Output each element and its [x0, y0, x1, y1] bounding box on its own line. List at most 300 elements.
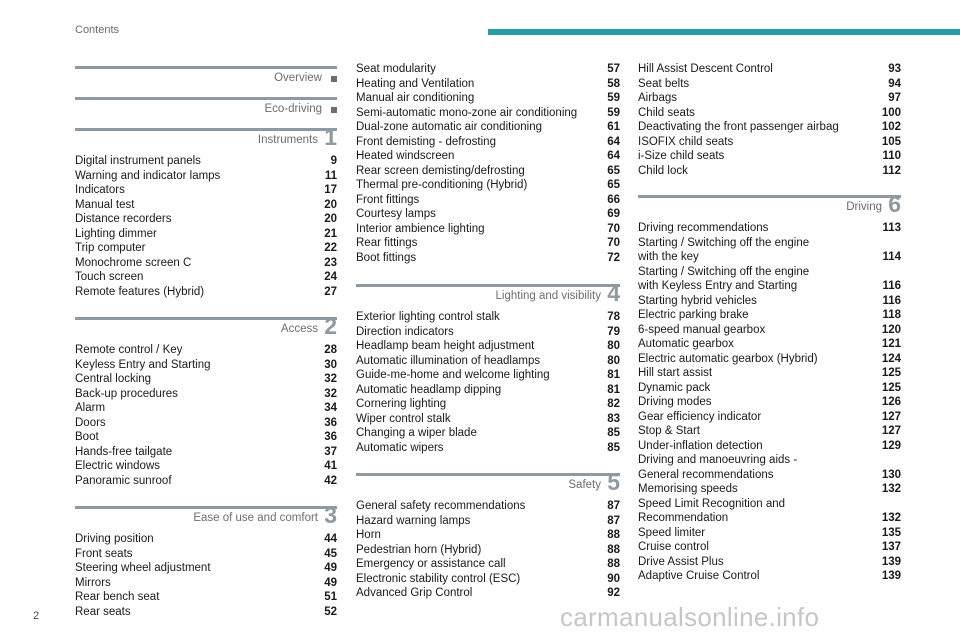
toc-entry-label: Horn: [356, 529, 381, 541]
toc-entry-label: Deactivating the front passenger airbag: [638, 121, 839, 133]
toc-entry[interactable]: [75, 401, 337, 416]
toc-entry-page: 69: [607, 208, 620, 220]
toc-entry[interactable]: [75, 547, 337, 562]
section-rule: [638, 195, 901, 198]
toc-entry-label: Adaptive Cruise Control: [638, 570, 760, 582]
toc-entry-page: 85: [607, 441, 620, 454]
toc-entry-label: Heating and Ventilation: [356, 77, 475, 90]
toc-entry[interactable]: [75, 474, 337, 489]
toc-entry[interactable]: [638, 120, 901, 135]
header-accent-bar: [488, 29, 960, 35]
section-title[interactable]: Driving: [846, 201, 882, 213]
toc-entry[interactable]: [356, 251, 620, 266]
toc-entry-label: Automatic gearbox: [638, 338, 734, 350]
toc-entry[interactable]: [75, 576, 337, 591]
toc-entry-label: Seat belts: [638, 77, 690, 90]
toc-entry-label: Airbags: [638, 92, 677, 104]
toc-entry[interactable]: [356, 91, 620, 106]
toc-entry-list: [356, 499, 620, 601]
toc-entry-page: 113: [882, 222, 901, 234]
toc-entry[interactable]: [75, 285, 337, 300]
toc-entry-page: 66: [607, 193, 620, 206]
toc-entry[interactable]: [75, 198, 337, 213]
section-square-marker-icon: [331, 107, 337, 113]
section-heading: [356, 280, 620, 306]
toc-section: [356, 62, 620, 265]
section-title[interactable]: Safety: [568, 479, 601, 491]
toc-entry-label: Heated windscreen: [356, 150, 455, 162]
toc-entry-label: Digital instrument panels: [75, 155, 201, 167]
toc-entry-label: Stop & Start: [638, 425, 701, 437]
toc-entry-label: Distance recorders: [75, 213, 172, 225]
toc-entry-page: 27: [324, 285, 337, 298]
toc-entry-label: Driving position: [75, 533, 154, 545]
section-heading: [75, 93, 337, 115]
toc-entry-page: 110: [882, 150, 901, 162]
section-title[interactable]: Instruments: [257, 134, 318, 146]
section-rule: [75, 506, 337, 509]
section-number: 6: [888, 191, 901, 217]
toc-entry-label: Central locking: [75, 373, 152, 385]
toc-entry[interactable]: [638, 323, 901, 338]
toc-entry-label: Automatic headlamp dipping: [356, 383, 502, 396]
toc-entry-label: Guide-me-home and welcome lighting: [356, 369, 550, 381]
section-rule: [356, 284, 620, 287]
toc-entry[interactable]: [638, 77, 901, 92]
toc-entry[interactable]: [356, 222, 620, 237]
toc-entry[interactable]: [356, 236, 620, 251]
page-header-title: Contents: [75, 24, 120, 36]
toc-entry-page: 42: [324, 474, 337, 487]
toc-entry[interactable]: [356, 325, 620, 340]
section-title[interactable]: Eco-driving: [264, 103, 322, 115]
toc-entry-page: 45: [324, 547, 337, 560]
toc-entry-label: i-Size child seats: [638, 150, 725, 162]
toc-entry-label: Indicators: [75, 184, 125, 196]
toc-section: [75, 93, 337, 115]
toc-entry-page: 127: [881, 410, 901, 423]
toc-section: [356, 469, 620, 601]
toc-entry-label: Cruise control: [638, 541, 709, 553]
toc-entry-page: 61: [607, 121, 620, 133]
toc-entry-page: 124: [881, 352, 901, 365]
section-rule: [75, 97, 337, 100]
toc-entry[interactable]: [75, 169, 337, 184]
section-number: 5: [607, 469, 620, 495]
toc-entry-label: Child seats: [638, 106, 695, 119]
toc-entry[interactable]: [75, 358, 337, 373]
toc-entry-label: Lighting dimmer: [75, 227, 157, 240]
toc-entry-label: Interior ambience lighting: [356, 222, 485, 235]
toc-entry[interactable]: [356, 514, 620, 529]
toc-entry-page: 34: [324, 402, 337, 414]
toc-entry-label: 6-speed manual gearbox: [638, 323, 766, 336]
section-rule: [75, 128, 337, 131]
toc-column-3: [638, 62, 901, 584]
toc-entry[interactable]: [356, 339, 620, 354]
toc-entry-label: General safety recommendations: [356, 500, 526, 512]
section-number: 3: [324, 502, 337, 528]
section-title[interactable]: Overview: [274, 72, 322, 84]
toc-entry[interactable]: [356, 178, 620, 193]
toc-entry-page: 105: [881, 135, 901, 148]
toc-entry[interactable]: [356, 528, 620, 543]
toc-entry-page: 21: [324, 227, 337, 240]
toc-entry-page: 79: [607, 325, 620, 338]
toc-section: [75, 502, 337, 619]
toc-entry-label: Mirrors: [75, 576, 111, 589]
toc-entry[interactable]: [638, 526, 901, 541]
toc-entry-page: 20: [324, 213, 337, 225]
toc-entry-label: Driving and manoeuvring aids - General recommendations: [638, 454, 798, 481]
toc-entry-page: 70: [607, 237, 620, 249]
toc-entry[interactable]: [75, 256, 337, 271]
toc-entry[interactable]: [638, 381, 901, 396]
toc-entry[interactable]: [356, 149, 620, 164]
toc-entry-label: Child lock: [638, 164, 688, 177]
toc-entry-label: Electronic stability control (ESC): [356, 572, 521, 585]
toc-entry[interactable]: [638, 482, 901, 497]
toc-entry[interactable]: [75, 183, 337, 198]
toc-entry[interactable]: [356, 310, 620, 325]
toc-entry[interactable]: [356, 207, 620, 222]
toc-entry[interactable]: [75, 372, 337, 387]
toc-entry-label: Keyless Entry and Starting: [75, 358, 211, 371]
toc-entry-label: Pedestrian horn (Hybrid): [356, 543, 482, 556]
toc-entry-label: Thermal pre-conditioning (Hybrid): [356, 179, 528, 191]
toc-entry-page: 126: [881, 396, 901, 408]
toc-entry-label: Emergency or assistance call: [356, 558, 506, 570]
toc-entry-page: 36: [324, 416, 337, 429]
toc-entry-page: 17: [324, 184, 337, 196]
toc-entry-label: Doors: [75, 416, 106, 429]
toc-entry-page: 132: [881, 512, 901, 524]
toc-entry[interactable]: [356, 499, 620, 514]
toc-entry-page: 51: [324, 591, 337, 603]
toc-entry[interactable]: [638, 62, 901, 77]
toc-entry-page: 88: [607, 529, 620, 541]
section-heading: [75, 313, 337, 339]
toc-section: [75, 62, 337, 84]
toc-entry-page: 65: [607, 164, 620, 177]
toc-entry-page: 65: [607, 179, 620, 191]
toc-entry[interactable]: [75, 154, 337, 169]
toc-entry-page: 130: [881, 468, 901, 481]
toc-entry-page: 37: [324, 445, 337, 458]
toc-entry[interactable]: [356, 586, 620, 601]
toc-entry[interactable]: [638, 106, 901, 121]
toc-entry-list: [356, 310, 620, 455]
toc-entry-label: Back-up procedures: [75, 387, 178, 400]
toc-entry[interactable]: [75, 605, 337, 620]
toc-column-1: [75, 62, 337, 619]
toc-entry-label: Remote features (Hybrid): [75, 285, 205, 298]
toc-entry-label: Semi-automatic mono-zone air conditioning: [356, 106, 578, 119]
toc-entry-page: 102: [881, 121, 901, 133]
toc-entry-list: [638, 62, 901, 178]
toc-entry-label: Rear screen demisting/defrosting: [356, 164, 525, 177]
toc-entry-page: 125: [881, 381, 901, 394]
toc-entry[interactable]: [75, 430, 337, 445]
toc-entry-list: [75, 532, 337, 619]
toc-entry[interactable]: [638, 439, 901, 454]
toc-entry-page: 94: [888, 77, 901, 90]
toc-entry-page: 41: [324, 460, 337, 472]
toc-entry-page: 20: [324, 198, 337, 211]
toc-entry-label: Rear seats: [75, 605, 131, 618]
toc-entry-label: Warning and indicator lamps: [75, 169, 221, 182]
section-rule: [356, 473, 620, 476]
toc-entry[interactable]: [356, 77, 620, 92]
toc-entry[interactable]: [356, 62, 620, 77]
toc-entry[interactable]: [356, 412, 620, 427]
toc-entry-label: Dual-zone automatic air conditioning: [356, 121, 543, 133]
toc-entry-label: Hands-free tailgate: [75, 445, 173, 458]
toc-entry-page: 59: [607, 92, 620, 104]
toc-entry-page: 30: [324, 358, 337, 371]
toc-section: [75, 124, 337, 299]
toc-entry[interactable]: [356, 368, 620, 383]
toc-entry[interactable]: [638, 91, 901, 106]
toc-entry[interactable]: [75, 445, 337, 460]
toc-entry-page: 36: [324, 431, 337, 443]
section-heading: [75, 124, 337, 150]
toc-entry-page: 49: [324, 576, 337, 589]
toc-entry-page: 114: [882, 251, 901, 263]
toc-entry-page: 125: [881, 367, 901, 379]
toc-entry[interactable]: [75, 532, 337, 547]
toc-entry[interactable]: [638, 540, 901, 555]
toc-entry-label: Courtesy lamps: [356, 208, 436, 220]
toc-entry[interactable]: [638, 265, 901, 294]
toc-entry[interactable]: [638, 236, 901, 265]
toc-entry-page: 120: [881, 323, 901, 336]
toc-entry-page: 32: [324, 387, 337, 400]
toc-entry-page: 139: [881, 570, 901, 582]
toc-entry-label: Hill Assist Descent Control: [638, 63, 773, 75]
toc-entry-label: Remote control / Key: [75, 344, 183, 356]
toc-entry-label: Automatic wipers: [356, 441, 444, 454]
section-number: 4: [607, 280, 620, 306]
toc-entry[interactable]: [75, 459, 337, 474]
toc-entry-page: 64: [607, 150, 620, 162]
toc-entry-page: 87: [607, 500, 620, 512]
toc-entry-page: 32: [324, 373, 337, 385]
toc-entry[interactable]: [356, 106, 620, 121]
toc-section: [75, 313, 337, 488]
section-heading: [638, 191, 901, 217]
toc-entry-list: [638, 221, 901, 584]
section-square-marker-icon: [331, 76, 337, 82]
toc-entry-label: Rear bench seat: [75, 591, 160, 603]
toc-entry-label: Headlamp beam height adjustment: [356, 340, 535, 352]
toc-entry-page: 88: [607, 543, 620, 556]
toc-entry-page: 92: [607, 587, 620, 599]
toc-entry-page: 24: [324, 271, 337, 283]
section-title[interactable]: Access: [280, 323, 318, 335]
toc-entry[interactable]: [356, 572, 620, 587]
toc-entry-label: Manual test: [75, 198, 135, 211]
toc-entry-label: Electric parking brake: [638, 309, 749, 321]
toc-entry-label: Driving recommendations: [638, 222, 769, 234]
toc-entry-label: Wiper control stalk: [356, 412, 451, 425]
toc-entry-label: Hazard warning lamps: [356, 514, 471, 527]
toc-entry[interactable]: [638, 164, 901, 179]
toc-entry[interactable]: [356, 383, 620, 398]
toc-entry-label: Advanced Grip Control: [356, 587, 473, 599]
toc-entry-page: 11: [324, 169, 337, 182]
toc-entry[interactable]: [638, 221, 901, 236]
section-number: 2: [324, 313, 337, 339]
toc-entry-page: 127: [881, 425, 901, 437]
toc-entry-label: Rear fittings: [356, 237, 418, 249]
toc-entry[interactable]: [638, 453, 901, 482]
toc-entry-page: 116: [882, 280, 901, 292]
toc-entry[interactable]: [75, 227, 337, 242]
toc-section: [638, 62, 901, 178]
toc-entry-page: 82: [607, 398, 620, 410]
toc-entry-page: 85: [607, 427, 620, 439]
toc-entry[interactable]: [75, 343, 337, 358]
toc-entry[interactable]: [356, 557, 620, 572]
toc-entry-page: 81: [607, 383, 620, 396]
toc-entry[interactable]: [638, 135, 901, 150]
toc-entry-page: 28: [324, 344, 337, 356]
toc-entry-label: Electric windows: [75, 460, 160, 472]
toc-entry-page: 22: [324, 242, 337, 254]
toc-entry-label: Speed Limit Recognition and Recommendation: [638, 497, 786, 524]
toc-entry-page: 57: [607, 63, 620, 75]
toc-entry[interactable]: [75, 212, 337, 227]
section-rule: [75, 66, 337, 69]
toc-entry[interactable]: [75, 387, 337, 402]
toc-entry-page: 97: [888, 92, 901, 104]
toc-entry-page: 100: [881, 106, 901, 119]
toc-entry-label: Dynamic pack: [638, 381, 711, 394]
toc-entry[interactable]: [75, 416, 337, 431]
toc-entry-page: 93: [888, 63, 901, 75]
toc-entry-page: 80: [607, 340, 620, 352]
toc-entry-page: 118: [882, 309, 901, 321]
toc-entry-page: 87: [607, 514, 620, 527]
toc-entry-page: 9: [330, 155, 337, 167]
section-title[interactable]: Ease of use and comfort: [193, 512, 318, 524]
toc-entry-label: Changing a wiper blade: [356, 427, 477, 439]
toc-entry-page: 58: [607, 77, 620, 90]
section-rule: [75, 317, 337, 320]
toc-entry[interactable]: [638, 569, 901, 584]
toc-entry-label: Cornering lighting: [356, 398, 447, 410]
toc-section: [356, 280, 620, 455]
section-number: 1: [324, 124, 337, 150]
page-number: 2: [33, 610, 40, 622]
toc-entry-label: Drive Assist Plus: [638, 555, 724, 568]
toc-entry-page: 90: [607, 572, 620, 585]
toc-entry-list: [75, 154, 337, 299]
toc-entry[interactable]: [638, 352, 901, 367]
toc-entry-label: Driving modes: [638, 396, 712, 408]
toc-entry-label: Steering wheel adjustment: [75, 562, 211, 574]
toc-entry[interactable]: [638, 555, 901, 570]
toc-entry[interactable]: [356, 397, 620, 412]
toc-entry[interactable]: [75, 590, 337, 605]
toc-entry-page: 139: [881, 555, 901, 568]
toc-entry[interactable]: [356, 135, 620, 150]
section-heading: [356, 469, 620, 495]
toc-entry-label: ISOFIX child seats: [638, 135, 734, 148]
toc-entry-page: 44: [324, 533, 337, 545]
toc-entry-label: Alarm: [75, 402, 106, 414]
toc-entry-page: 78: [607, 311, 620, 323]
toc-entry-page: 135: [881, 526, 901, 539]
toc-entry-label: Boot: [75, 431, 99, 443]
toc-entry-label: Boot fittings: [356, 251, 417, 264]
toc-entry-label: Starting / Switching off the engine with Keyless Entry and Starting: [638, 265, 810, 292]
toc-entry-label: Speed limiter: [638, 526, 706, 539]
section-title[interactable]: Lighting and visibility: [495, 290, 601, 302]
toc-entry-label: Front fittings: [356, 193, 420, 206]
toc-entry[interactable]: [638, 308, 901, 323]
toc-entry-page: 88: [607, 558, 620, 570]
toc-entry-list: [356, 62, 620, 265]
toc-entry-page: 64: [607, 135, 620, 148]
toc-section: [638, 191, 901, 584]
section-heading: [75, 502, 337, 528]
toc-entry-label: Starting / Switching off the engine with the key: [638, 236, 810, 263]
toc-entry-label: Memorising speeds: [638, 483, 738, 495]
toc-entry-label: Monochrome screen C: [75, 256, 192, 269]
section-heading: [75, 62, 337, 84]
toc-entry-page: 132: [881, 483, 901, 495]
toc-entry[interactable]: [638, 337, 901, 352]
toc-entry-page: 70: [607, 222, 620, 235]
toc-entry[interactable]: [638, 497, 901, 526]
toc-entry[interactable]: [638, 149, 901, 164]
toc-entry-page: 52: [324, 605, 337, 618]
toc-entry[interactable]: [356, 354, 620, 369]
toc-entry[interactable]: [638, 395, 901, 410]
toc-entry[interactable]: [75, 241, 337, 256]
toc-entry-page: 49: [324, 562, 337, 574]
toc-entry[interactable]: [638, 424, 901, 439]
toc-entry[interactable]: [356, 164, 620, 179]
toc-entry-page: 81: [607, 369, 620, 381]
toc-entry-label: Front seats: [75, 547, 133, 560]
toc-column-2: [356, 62, 620, 601]
toc-entry[interactable]: [638, 366, 901, 381]
toc-entry-label: Starting hybrid vehicles: [638, 294, 757, 307]
toc-entry-label: Direction indicators: [356, 325, 454, 338]
toc-entry-label: Manual air conditioning: [356, 92, 475, 104]
toc-entry-page: 116: [882, 294, 901, 307]
toc-entry[interactable]: [356, 193, 620, 208]
toc-entry-page: 121: [881, 338, 901, 350]
toc-entry[interactable]: [356, 441, 620, 456]
toc-entry-label: Gear efficiency indicator: [638, 410, 762, 423]
toc-entry[interactable]: [356, 120, 620, 135]
toc-entry-page: 129: [881, 439, 901, 452]
toc-entry[interactable]: [75, 561, 337, 576]
toc-entry[interactable]: [356, 543, 620, 558]
toc-entry-page: 80: [607, 354, 620, 367]
toc-entry[interactable]: [75, 270, 337, 285]
toc-entry[interactable]: [638, 294, 901, 309]
toc-entry-label: Automatic illumination of headlamps: [356, 354, 541, 367]
toc-entry[interactable]: [356, 426, 620, 441]
toc-entry-label: Exterior lighting control stalk: [356, 311, 500, 323]
toc-entry-label: Under-inflation detection: [638, 439, 763, 452]
toc-entry[interactable]: [638, 410, 901, 425]
